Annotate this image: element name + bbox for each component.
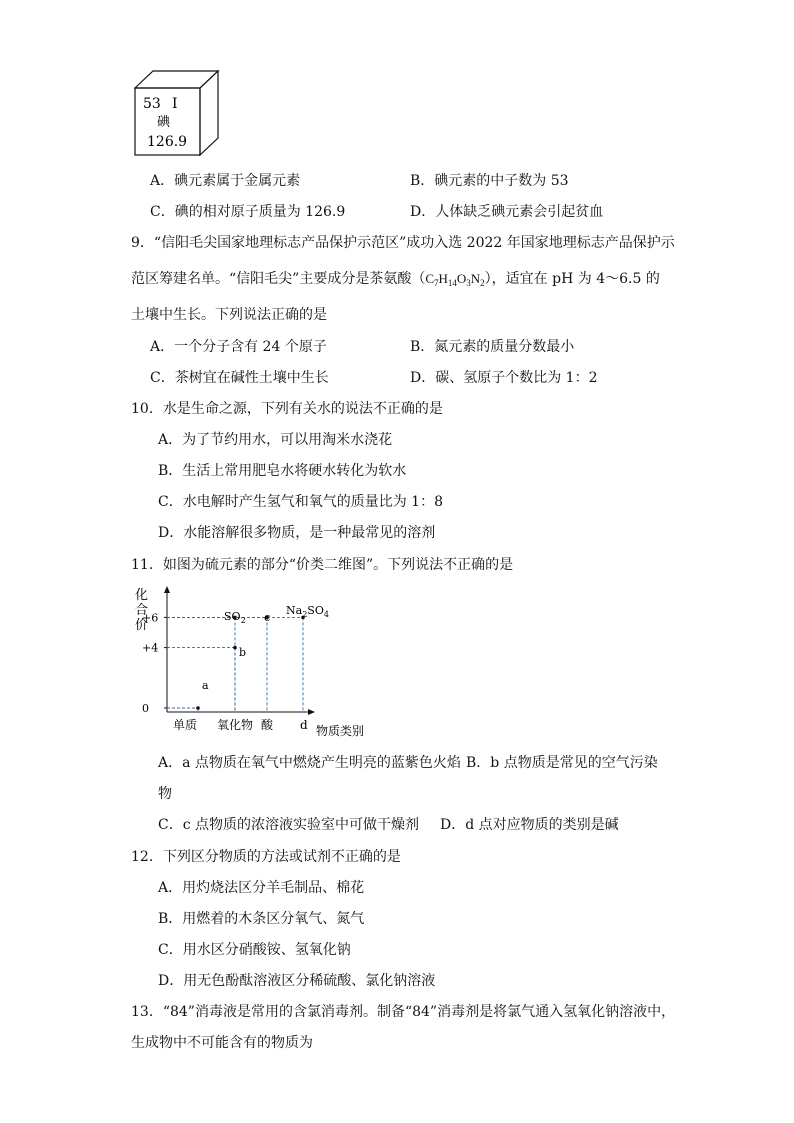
data-point-b [233,646,237,650]
valence-class-chart [130,583,380,740]
q11-option-b[interactable]: B．b 点物质是常见的空气污染 [466,755,658,771]
q9-stem-line2 [131,269,660,293]
q10-option-a[interactable]: A．为了节约用水，可以用淘米水浇花 [158,432,393,448]
point-label-c: c [264,611,271,624]
element-name: 碘 [157,115,171,130]
q9-stem-line3: 土壤中生长。下列说法正确的是 [131,307,327,323]
x-category-label: 氧化物 [217,718,254,732]
element-symbol: I [172,96,178,112]
q9-option-b[interactable]: B．氮元素的质量分数最小 [410,339,575,355]
x-category-label: 酸 [261,718,274,732]
point-label-na2so4: $Na_2SO_4$ [286,604,329,619]
q12-option-b[interactable]: B．用燃着的木条区分氧气、氮气 [158,911,365,927]
q9-option-a[interactable]: A．一个分子含有 24 个原子 [150,339,327,355]
q10-option-b[interactable]: B．生活上常用肥皂水将硬水转化为软水 [158,463,407,479]
q8-option-a[interactable]: A．碘元素属于金属元素 [150,173,301,189]
y-axis-arrow [164,586,170,593]
data-points [196,616,305,710]
q11-stem: 11．如图为硫元素的部分“价类二维图”。下列说法不正确的是 [131,557,514,573]
q13-stem-line2: 生成物中不可能含有的物质为 [131,1035,313,1051]
y-tick-label: +4 [142,641,159,655]
q9-stem-line1: 9．“信阳毛尖国家地理标志产品保护示范区”成功入选 2022 年国家地理标志产品保护示 [131,235,675,251]
atomic-mass: 126.9 [147,134,188,150]
guide-lines [167,617,303,712]
y-axis-title-char: 合 [135,603,149,618]
q11-option-d[interactable]: D．d 点对应物质的类别是碱 [440,817,619,833]
q11-option-a[interactable]: A．a 点物质在氧气中燃烧产生明亮的蓝紫色火焰 [158,755,461,771]
point-label-b: b [239,646,247,659]
q8-option-b[interactable]: B．碘元素的中子数为 53 [410,173,569,189]
element-cell-figure [134,70,224,160]
q10-option-d[interactable]: D．水能溶解很多物质，是一种最常见的溶剂 [158,525,436,541]
q8-option-d[interactable]: D．人体缺乏碘元素会引起贫血 [410,204,604,220]
x-category-label: 单质 [173,718,198,732]
q12-stem: 12．下列区分物质的方法或试剂不正确的是 [131,849,401,865]
q12-option-a[interactable]: A．用灼烧法区分羊毛制品、棉花 [158,880,365,896]
q11-option-c[interactable]: C．c 点物质的浓溶液实验室中可做干燥剂 [158,817,420,833]
q10-stem: 10．水是生命之源，下列有关水的说法不正确的是 [131,401,443,417]
y-axis-title-char: 价 [135,618,149,633]
point-label-a: a [202,679,209,692]
x-category-label: d [300,718,308,732]
atomic-number: 53 [143,96,161,112]
y-tick-label: +6 [142,611,159,625]
point-labels [202,604,329,692]
q10-option-c[interactable]: C．水电解时产生氢气和氧气的质量比为 1：8 [158,494,443,510]
q11-option-b-continuation: 物 [158,786,172,802]
q8-option-c[interactable]: C．碘的相对原子质量为 126.9 [150,204,346,220]
q13-stem-line1: 13．“84”消毒液是常用的含氯消毒剂。制备“84”消毒剂是将氯气通入氢氧化钠溶液中， [131,1004,676,1020]
q9-stem-line2-post: ），适宜在 pH 为 4～6.5 的 [484,271,660,287]
q9-stem-line2-pre: 范区筹建名单。“信阳毛尖”主要成分是茶氨酸（ [131,271,426,287]
x-axis-arrow [308,709,315,715]
q9-option-c[interactable]: C．茶树宜在碱性土壤中生长 [150,370,329,386]
y-axis-title-char: 化 [135,588,149,603]
x-category-labels [173,717,308,732]
cube-top-face [135,71,218,88]
q12-option-c[interactable]: C．用水区分硝酸铵、氢氧化钠 [158,942,351,958]
y-tick-label: 0 [142,702,149,715]
x-axis-title: 物质类别 [316,724,365,738]
point-label-so2: $SO_2$ [224,610,246,625]
cube-side-face [200,71,218,155]
theanine-formula: $C_7H_{14}O_3N_2$ [425,271,485,288]
q9-option-d[interactable]: D．碳、氢原子个数比为 1：2 [410,370,598,386]
data-point-a [196,706,200,710]
q12-option-d[interactable]: D．用无色酚酞溶液区分稀硫酸、氯化钠溶液 [158,973,436,989]
